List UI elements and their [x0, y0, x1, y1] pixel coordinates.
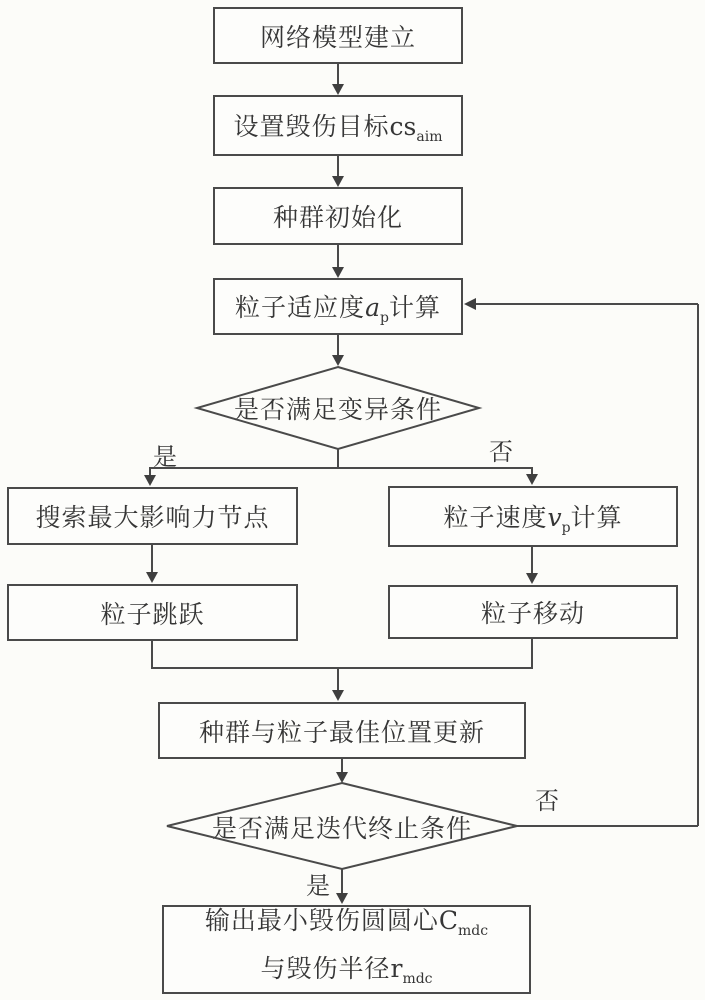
decision-label-termination-check: [177, 813, 507, 843]
node-label: 是否满足迭代终止条件: [211, 813, 472, 843]
node-label: 粒子速度$v_p$计算: [443, 502, 623, 536]
node-label-line1: 输出最小毁伤圆圆心$C_{mdc}$: [204, 905, 489, 939]
subscript-p: p: [379, 309, 389, 326]
flow-node-output-result: [162, 905, 531, 994]
variable-v: v: [547, 502, 562, 532]
node-label: 设置毁伤目标$cs_{aim}$: [233, 111, 443, 145]
subscript-p: p: [561, 519, 571, 536]
node-label-line2: 与毁伤半径$r_{mdc}$: [260, 953, 433, 987]
branch-label-mutation-yes: 是: [153, 443, 177, 471]
variable-cs: cs: [389, 111, 417, 141]
node-label: 网络模型建立: [259, 22, 416, 52]
flow-node-search-max-influence: [7, 487, 298, 545]
branch-label-termination-no: 否: [535, 787, 559, 815]
node-label: 搜索最大影响力节点: [35, 503, 270, 532]
node-label: 种群初始化: [272, 203, 403, 232]
decision-label-mutation-check: [198, 394, 478, 422]
flow-node-particle-jump: [7, 584, 298, 641]
variable-C: C: [438, 905, 459, 935]
subscript-mdc: mdc: [402, 970, 433, 987]
flow-node-particle-fitness: [213, 278, 463, 335]
node-label: 粒子移动: [480, 599, 585, 628]
variable-a: a: [365, 292, 380, 322]
flow-node-particle-velocity: [388, 486, 678, 547]
subscript-aim: aim: [416, 128, 443, 145]
node-label: 粒子适应度$a_p$计算: [235, 292, 441, 326]
flow-node-network-model: [213, 7, 463, 64]
flow-node-set-damage-target: [213, 95, 463, 156]
branch-label-termination-yes: 是: [306, 872, 330, 900]
branch-label-mutation-no: 否: [489, 438, 513, 466]
flow-node-population-init: [213, 187, 463, 245]
flow-node-best-position-update: [158, 702, 526, 759]
node-label: 种群与粒子最佳位置更新: [198, 717, 485, 747]
subscript-mdc: mdc: [458, 922, 489, 939]
node-label: 是否满足变异条件: [233, 395, 442, 424]
flow-node-particle-move: [388, 585, 678, 639]
node-label: 粒子跳跃: [100, 599, 205, 629]
variable-r: r: [390, 953, 403, 983]
